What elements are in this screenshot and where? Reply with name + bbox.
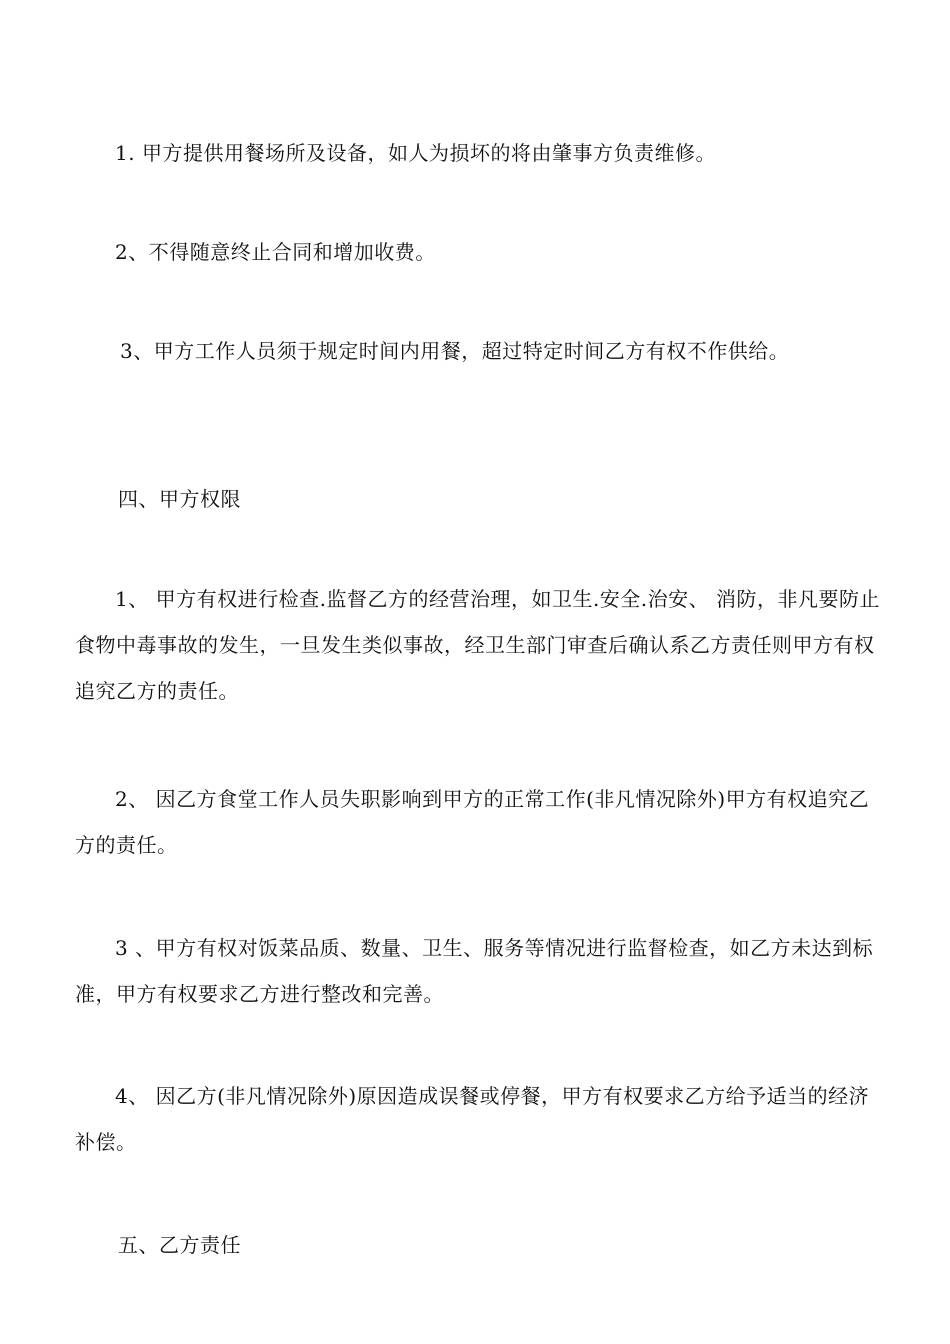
section-4-item-3: 3 、甲方有权对饭菜品质、数量、卫生、服务等情况进行监督检查，如乙方未达到标准，甲方有权要求乙方进行整改和完善。	[75, 936, 874, 1006]
section-4-title: 四、甲方权限	[118, 487, 241, 511]
section-4-item-1: 1、 甲方有权进行检查.监督乙方的经营治理，如卫生.安全.治安、 消防，非凡要防止食物中毒事故的发生，一旦发生类似事故，经卫生部门审查后确认系乙方责任则甲方有权追究乙方的责任。	[75, 587, 881, 703]
section-4-item-4: 4、 因乙方(非凡情况除外)原因造成误餐或停餐，甲方有权要求乙方给予适当的经济补偿。	[75, 1084, 870, 1154]
paragraph-3: 3、甲方工作人员须于规定时间内用餐，超过特定时间乙方有权不作供给。	[120, 339, 790, 363]
paragraph-2: 2、不得随意终止合同和增加收费。	[115, 240, 436, 264]
section-4-item-2: 2、 因乙方食堂工作人员失职影响到甲方的正常工作(非凡情况除外)甲方有权追究乙方的责任。	[75, 787, 870, 857]
paragraph-1: 1. 甲方提供用餐场所及设备，如人为损坏的将由肇事方负责维修。	[115, 141, 716, 165]
section-5-title: 五、乙方责任	[118, 1233, 241, 1257]
